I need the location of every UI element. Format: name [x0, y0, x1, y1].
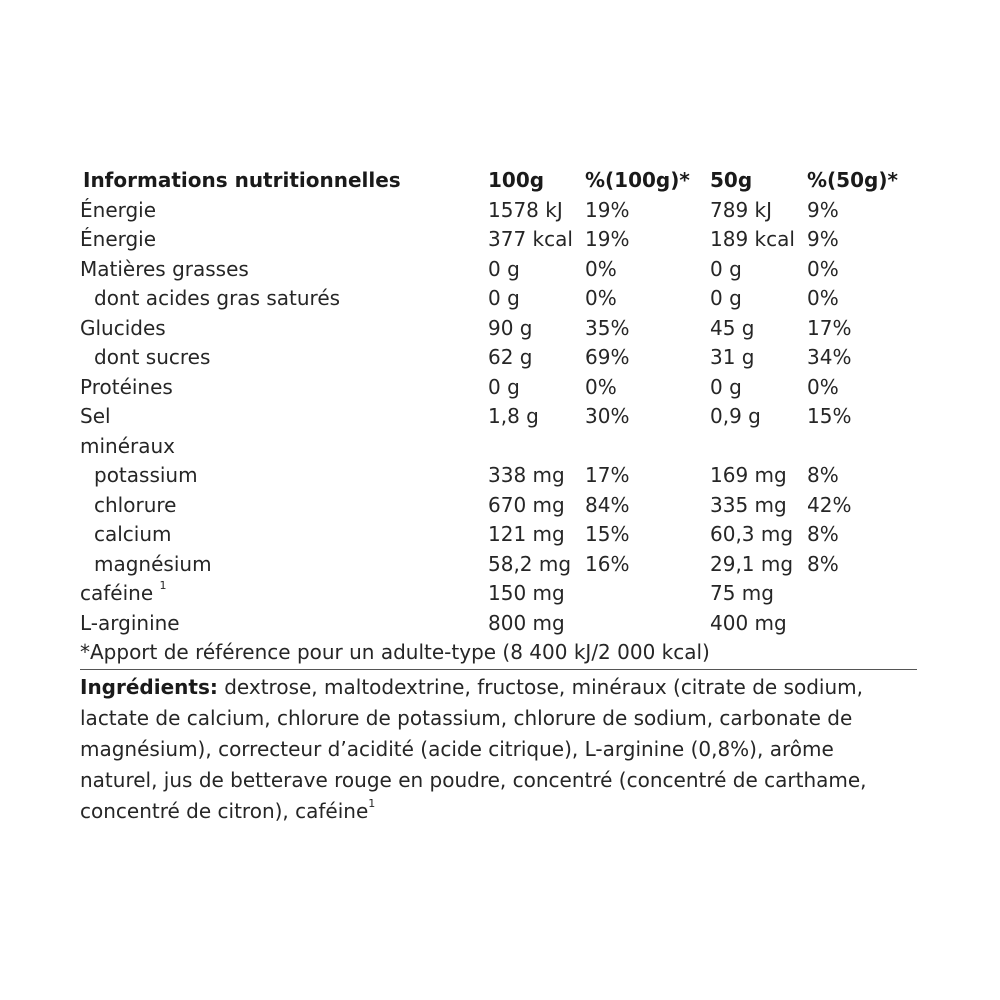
row-value-50g: 0 g	[710, 286, 742, 310]
row-label: calcium	[94, 522, 172, 546]
row-label: caféine	[80, 581, 154, 605]
footnote-marker: 1	[368, 797, 376, 811]
table-row	[80, 196, 920, 226]
row-value-50g: 335 mg	[710, 492, 787, 517]
row-value-50g: 60,3 mg	[710, 522, 794, 546]
row-value-100g: 0 g	[488, 374, 520, 399]
table-row	[80, 609, 920, 639]
row-value-100g: 90 g	[488, 315, 533, 340]
header-col-100g: 100g	[488, 168, 545, 192]
row-value-100g: 150 mg	[488, 581, 565, 605]
table-row	[80, 550, 920, 580]
row-label: dont sucres	[94, 345, 211, 369]
row-label: magnésium	[94, 551, 212, 576]
row-pct-100g: 17%	[585, 463, 630, 487]
row-value-100g: 58,2 mg	[488, 551, 572, 576]
row-value-50g: 0,9 g	[710, 404, 761, 428]
table-row	[80, 255, 920, 285]
row-value-50g: 400 mg	[710, 610, 787, 635]
ingredients-label: Ingrédients:	[80, 675, 218, 699]
row-pct-100g: 84%	[585, 492, 630, 517]
table-row	[80, 225, 920, 255]
table-row	[80, 520, 920, 550]
table-row	[80, 491, 920, 521]
row-label: dont acides gras saturés	[94, 286, 341, 310]
row-pct-50g: 8%	[807, 551, 839, 576]
row-value-50g: 789 kJ	[710, 197, 773, 222]
row-pct-50g: 8%	[807, 463, 839, 487]
header-col-pct-50g: %(50g)*	[807, 168, 898, 192]
row-pct-100g: 0%	[585, 286, 617, 310]
row-value-100g: 800 mg	[488, 610, 565, 635]
table-row	[80, 373, 920, 403]
header-col-pct-100g: %(100g)*	[585, 168, 690, 192]
row-label: chlorure	[94, 492, 177, 517]
table-row	[80, 284, 920, 314]
table-row	[80, 461, 920, 491]
row-value-50g: 75 mg	[710, 581, 774, 605]
row-pct-100g: 0%	[585, 256, 617, 281]
row-pct-100g: 19%	[585, 197, 630, 222]
row-value-50g: 169 mg	[710, 463, 787, 487]
row-label: Protéines	[80, 374, 173, 399]
row-value-50g: 189 kcal	[710, 227, 795, 251]
row-pct-50g: 0%	[807, 256, 839, 281]
row-pct-100g: 35%	[585, 315, 630, 340]
row-pct-50g: 15%	[807, 404, 852, 428]
row-label: Glucides	[80, 315, 166, 340]
row-value-100g: 121 mg	[488, 522, 565, 546]
row-pct-50g: 8%	[807, 522, 839, 546]
ingredients-text: dextrose, maltodextrine, fructose, minéraux (citrate de sodium, lactate de calcium, chlorure de potassium, chlorure de sodium, carbonate de magnésium), correcteur d’acidité (acide citrique), L-arginine (0,8%), arôme naturel, jus de betterave rouge en poudre, concentré (concentré de carthame, concentré de citron), caféine	[80, 675, 867, 823]
row-value-100g: 377 kcal	[488, 227, 573, 251]
row-label: Énergie	[80, 197, 157, 222]
row-value-100g: 0 g	[488, 256, 520, 281]
row-pct-100g: 69%	[585, 345, 630, 369]
row-pct-50g: 0%	[807, 374, 839, 399]
row-value-100g: 338 mg	[488, 463, 565, 487]
row-value-50g: 29,1 mg	[710, 551, 794, 576]
row-value-50g: 45 g	[710, 315, 755, 340]
table-row	[80, 343, 920, 373]
row-label: Matières grasses	[80, 256, 249, 281]
table-header	[80, 166, 920, 196]
row-label: L-arginine	[80, 610, 180, 635]
row-value-100g: 1,8 g	[488, 404, 539, 428]
row-pct-50g: 42%	[807, 492, 852, 517]
table-row	[80, 579, 920, 609]
footnote-marker: 1	[159, 579, 167, 593]
table-row	[80, 402, 920, 432]
row-value-100g: 0 g	[488, 286, 520, 310]
row-pct-100g: 15%	[585, 522, 630, 546]
row-value-50g: 0 g	[710, 256, 742, 281]
divider	[80, 669, 917, 670]
row-pct-50g: 9%	[807, 197, 839, 222]
table-row	[80, 314, 920, 344]
row-pct-100g: 0%	[585, 374, 617, 399]
ingredients-paragraph	[80, 672, 900, 827]
row-value-100g: 670 mg	[488, 492, 565, 517]
row-pct-50g: 0%	[807, 286, 839, 310]
row-value-100g: 62 g	[488, 345, 533, 369]
row-pct-50g: 17%	[807, 315, 852, 340]
row-pct-100g: 19%	[585, 227, 630, 251]
row-label-with-footnote	[80, 579, 167, 609]
reference-intake-footnote: *Apport de référence pour un adulte-type (8 400 kJ/2 000 kcal)	[80, 640, 710, 664]
row-value-100g: 1578 kJ	[488, 197, 563, 222]
row-pct-50g: 34%	[807, 345, 852, 369]
row-value-50g: 0 g	[710, 374, 742, 399]
row-value-50g: 31 g	[710, 345, 755, 369]
row-label: Énergie	[80, 227, 157, 251]
row-label: Sel	[80, 404, 111, 428]
row-pct-100g: 16%	[585, 551, 630, 576]
header-col-50g: 50g	[710, 168, 753, 192]
row-pct-50g: 9%	[807, 227, 839, 251]
row-label: minéraux	[80, 433, 176, 458]
table-row	[80, 432, 920, 462]
row-pct-100g: 30%	[585, 404, 630, 428]
row-label: potassium	[94, 463, 198, 487]
nutrition-document	[80, 166, 920, 827]
header-label: Informations nutritionnelles	[83, 168, 401, 192]
